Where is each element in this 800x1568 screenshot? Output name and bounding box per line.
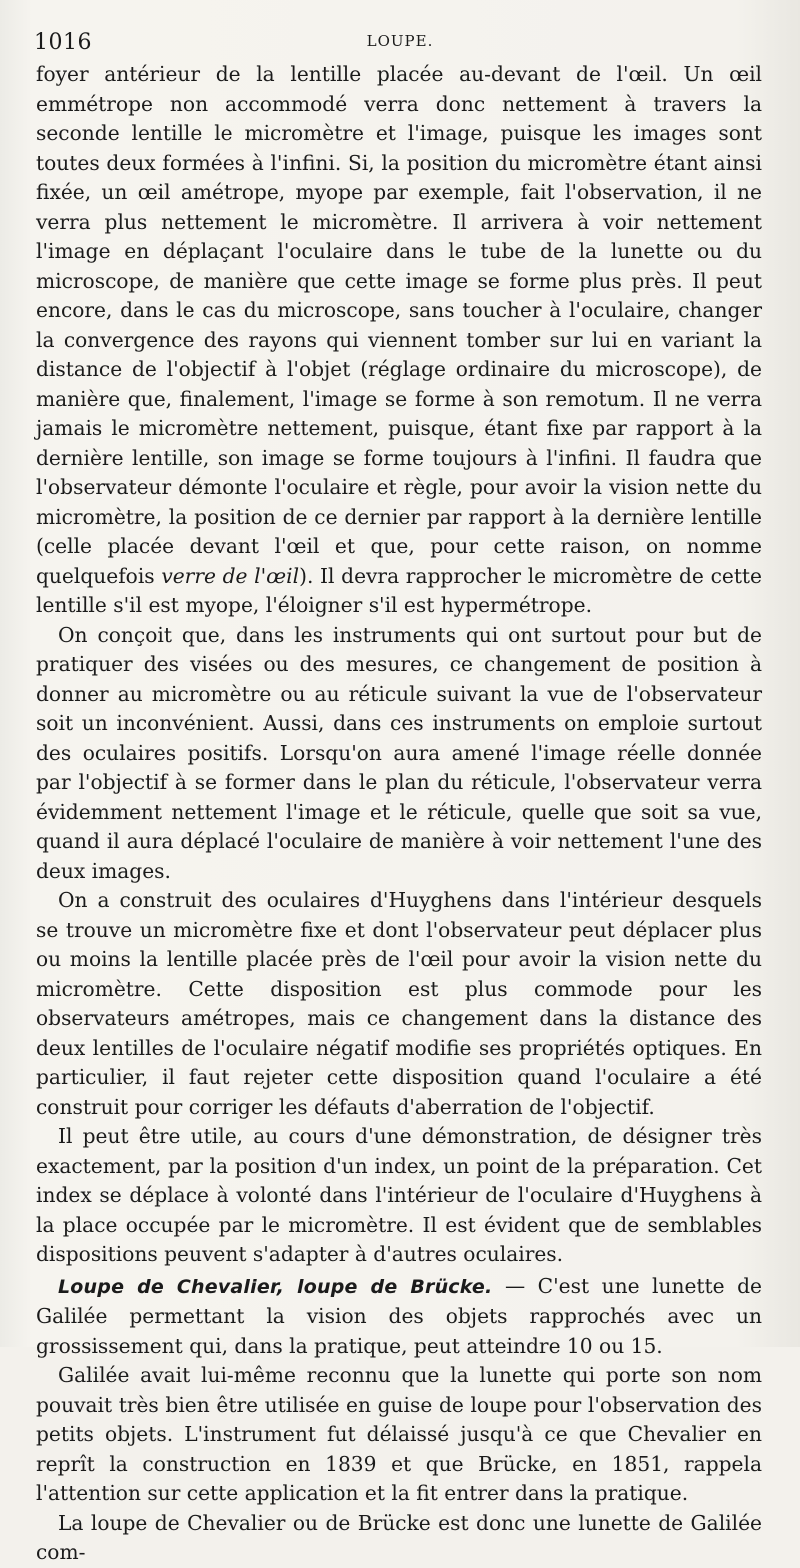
body-text <box>36 60 762 1568</box>
running-head: LOUPE. <box>366 32 434 50</box>
paragraph-1-start: foyer antérieur de la lentille placée au-devant de l'œil. Un œil emmétrope non accommodé verra donc nettement à travers la seconde lentille le micromètre et l'image, puisque les images sont toutes deux formées à l'infini. Si, la position du micromètre étant ainsi fixée, un œil amétrope, myope par exemple, fait l'observation, il ne verra plus nettement le micromètre. Il arrivera à voir nettement l'image en déplaçant l'oculaire dans le tube de la lunette ou du microscope, de manière que cette image se forme plus près. Il peut encore, dans le cas du microscope, sans toucher à l'oculaire, changer la convergence des rayons qui viennent tomber sur lui en variant la distance de l'objectif à l'objet (réglage ordinaire du microscope), de manière que, finalement, l'image se forme à son remotum. Il ne verra jamais le micromètre nettement, puisque, étant fixe par rapport à la dernière lentille, son image se forme toujours à l'infini. Il faudra que l'observateur démonte l'oculaire et règle, pour avoir la vision nette du micromètre, la position de ce dernier par rapport à la dernière lentille (celle placée devant l'œil et que, pour cette raison, on nomme quelquefois <box>36 62 762 588</box>
section-paragraph-text: C'est une lunette de Galilée permettant la vision des objets rapprochés avec un grossissement qui, dans la pratique, peut atteindre 10 ou 15. <box>36 1273 762 1358</box>
paragraph-2: On conçoit que, dans les instruments qui ont surtout pour but de pratiquer des visées ou des mesures, ce changement de position à donner au micromètre ou au réticule suivant la vue de l'observateur soit un inconvénient. Aussi, dans ces instruments on emploie surtout des oculaires positifs. Lorsqu'on aura amené l'image réelle donnée par l'objectif à se former dans le plan du réticule, l'observateur verra évidemment nettement l'image et le réticule, quelle que soit sa vue, quand il aura déplacé l'oculaire de manière à voir nettement l'une des deux images. <box>36 622 762 883</box>
section-dash: — <box>492 1273 538 1298</box>
paragraph-1-end: ). Il devra rapprocher le micromètre de cette lentille s'il est myope, l'éloigner s'il est hypermétrope. <box>36 563 762 617</box>
paragraph-4: Il peut être utile, au cours d'une démonstration, de désigner très exactement, par la position d'un index, un point de la préparation. Cet index se déplace à volonté dans l'intérieur de l'oculaire d'Huyghens à la place occupée par le micromètre. Il est évident que de semblables dispositions peuvent s'adapter à d'autres oculaires. <box>36 1124 762 1266</box>
paragraph-7: La loupe de Chevalier ou de Brücke est donc une lunette de Galilée com- <box>36 1510 762 1564</box>
paragraph-3: On a construit des oculaires d'Huyghens dans l'intérieur desquels se trouve un micromètre fixe et dont l'observateur peut déplacer plus ou moins la lentille placée près de l'œil pour avoir la vision nette du micromètre. Cette disposition est plus commode pour les observateurs amétropes, mais ce changement dans la distance des deux lentilles de l'oculaire négatif modifie ses propriétés optiques. En particulier, il faut rejeter cette disposition quand l'oculaire a été construit pour corriger les défauts d'aberration de l'objectif. <box>36 888 762 1119</box>
section-paragraph <box>36 1272 762 1362</box>
paragraph-1 <box>36 60 762 621</box>
paragraph-6: Galilée avait lui-même reconnu que la lunette qui porte son nom pouvait très bien être utilisée en guise de loupe pour l'observation des petits objets. L'instrument fut délaissé jusqu'à ce que Chevalier en reprît la construction en 1839 et que Brücke, en 1851, rappela l'attention sur cette application et la fit entrer dans la pratique. <box>36 1363 762 1505</box>
page-number: 1016 <box>34 30 92 55</box>
section-title: Loupe de Chevalier, loupe de Brücke. <box>58 1275 493 1298</box>
italic-term: verre de l'œil <box>161 563 300 588</box>
